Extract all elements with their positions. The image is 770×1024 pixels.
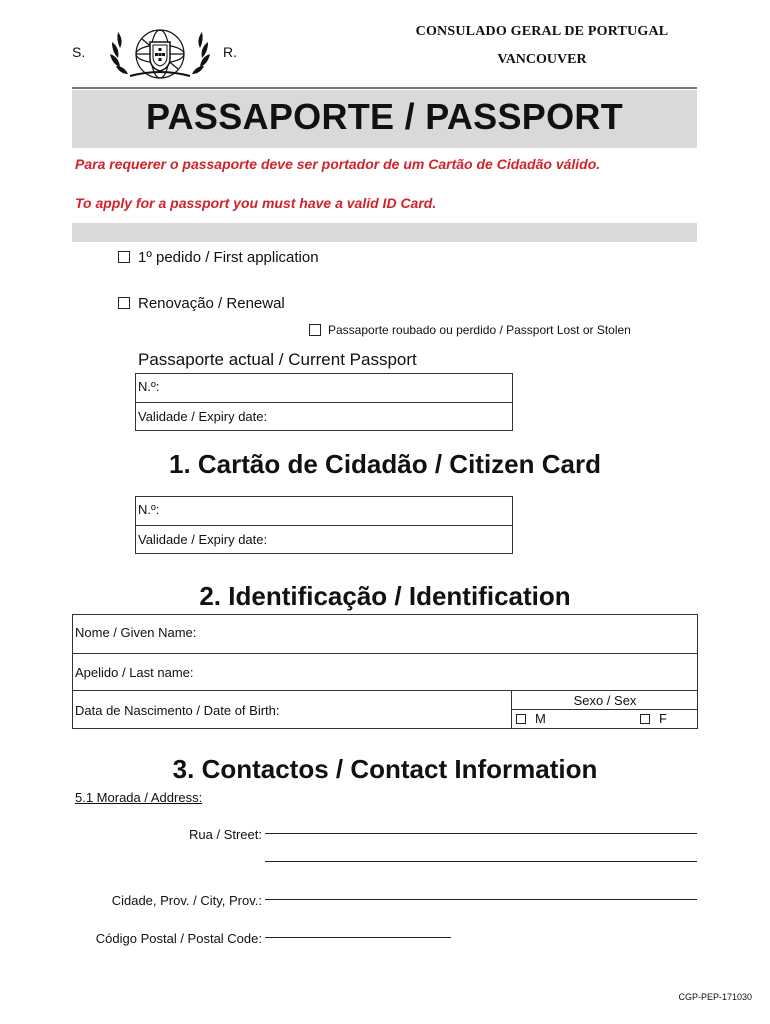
address-label: 5.1 Morada / Address: [75, 790, 203, 805]
contacts-heading: 3. Contactos / Contact Information [172, 754, 598, 784]
sex-male-label: M [535, 711, 546, 726]
sex-label: Sexo / Sex [573, 693, 637, 708]
postal-code-line[interactable] [265, 937, 451, 938]
first-application-label: 1º pedido / First application [138, 249, 319, 266]
citizen-card-expiry-label: Validade / Expiry date: [138, 532, 268, 547]
last-name-label: Apelido / Last name: [75, 665, 194, 680]
street-line-1[interactable] [265, 833, 697, 834]
sex-female-label: F [659, 711, 667, 726]
sex-female-checkbox[interactable] [640, 714, 650, 724]
current-passport-number-label: N.º: [138, 379, 160, 394]
given-name-field[interactable] [73, 625, 697, 640]
consulate-city: VANCOUVER [497, 52, 587, 67]
city-label: Cidade, Prov. / City, Prov.: [111, 893, 262, 908]
current-passport-number-field[interactable] [136, 379, 512, 394]
date-of-birth-label: Data de Nascimento / Date of Birth: [75, 703, 280, 718]
current-passport-box [135, 373, 513, 431]
consulate-name: CONSULADO GERAL DE PORTUGAL [415, 24, 669, 39]
current-passport-expiry-label: Validade / Expiry date: [138, 409, 268, 424]
current-passport-expiry-field[interactable] [136, 402, 512, 431]
option-lost-stolen[interactable] [309, 323, 631, 337]
citizen-card-box [135, 496, 513, 554]
identification-box [72, 614, 698, 729]
lost-stolen-checkbox[interactable] [309, 324, 321, 336]
last-name-field[interactable] [73, 653, 697, 691]
renewal-checkbox[interactable] [118, 297, 130, 309]
renewal-label: Renovação / Renewal [138, 295, 285, 312]
sex-male-option[interactable] [516, 711, 546, 726]
sex-field [511, 690, 698, 728]
sex-female-option[interactable] [640, 711, 667, 726]
header-letter-left: S. [72, 44, 86, 60]
current-passport-heading: Passaporte actual / Current Passport [138, 350, 417, 369]
citizen-card-number-label: N.º: [138, 502, 160, 517]
sex-male-checkbox[interactable] [516, 714, 526, 724]
option-first-application[interactable] [118, 249, 319, 266]
sex-divider [512, 709, 698, 710]
city-line[interactable] [265, 899, 697, 900]
citizen-card-number-field[interactable] [136, 502, 512, 517]
form-code: CGP-PEP-171030 [678, 992, 752, 1002]
first-application-checkbox[interactable] [118, 251, 130, 263]
header-letter-right: R. [223, 44, 237, 60]
lost-stolen-label: Passaporte roubado ou perdido / Passport Lost or Stolen [328, 323, 631, 337]
street-line-2[interactable] [265, 861, 697, 862]
separator-band [72, 223, 697, 242]
street-label: Rua / Street: [189, 827, 262, 842]
coat-of-arms-icon [100, 22, 220, 80]
identification-heading: 2. Identificação / Identification [199, 581, 571, 611]
citizen-card-expiry-field[interactable] [136, 525, 512, 554]
notice-portuguese: Para requerer o passaporte deve ser portador de um Cartão de Cidadão válido. [75, 156, 601, 172]
postal-code-label: Código Postal / Postal Code: [95, 931, 262, 946]
option-renewal[interactable] [118, 295, 285, 312]
citizen-card-heading: 1. Cartão de Cidadão / Citizen Card [169, 449, 601, 479]
given-name-label: Nome / Given Name: [75, 625, 197, 640]
notice-english: To apply for a passport you must have a valid ID Card. [75, 195, 437, 211]
header-rule [72, 87, 697, 89]
page-title: PASSAPORTE / PASSPORT [145, 96, 624, 137]
